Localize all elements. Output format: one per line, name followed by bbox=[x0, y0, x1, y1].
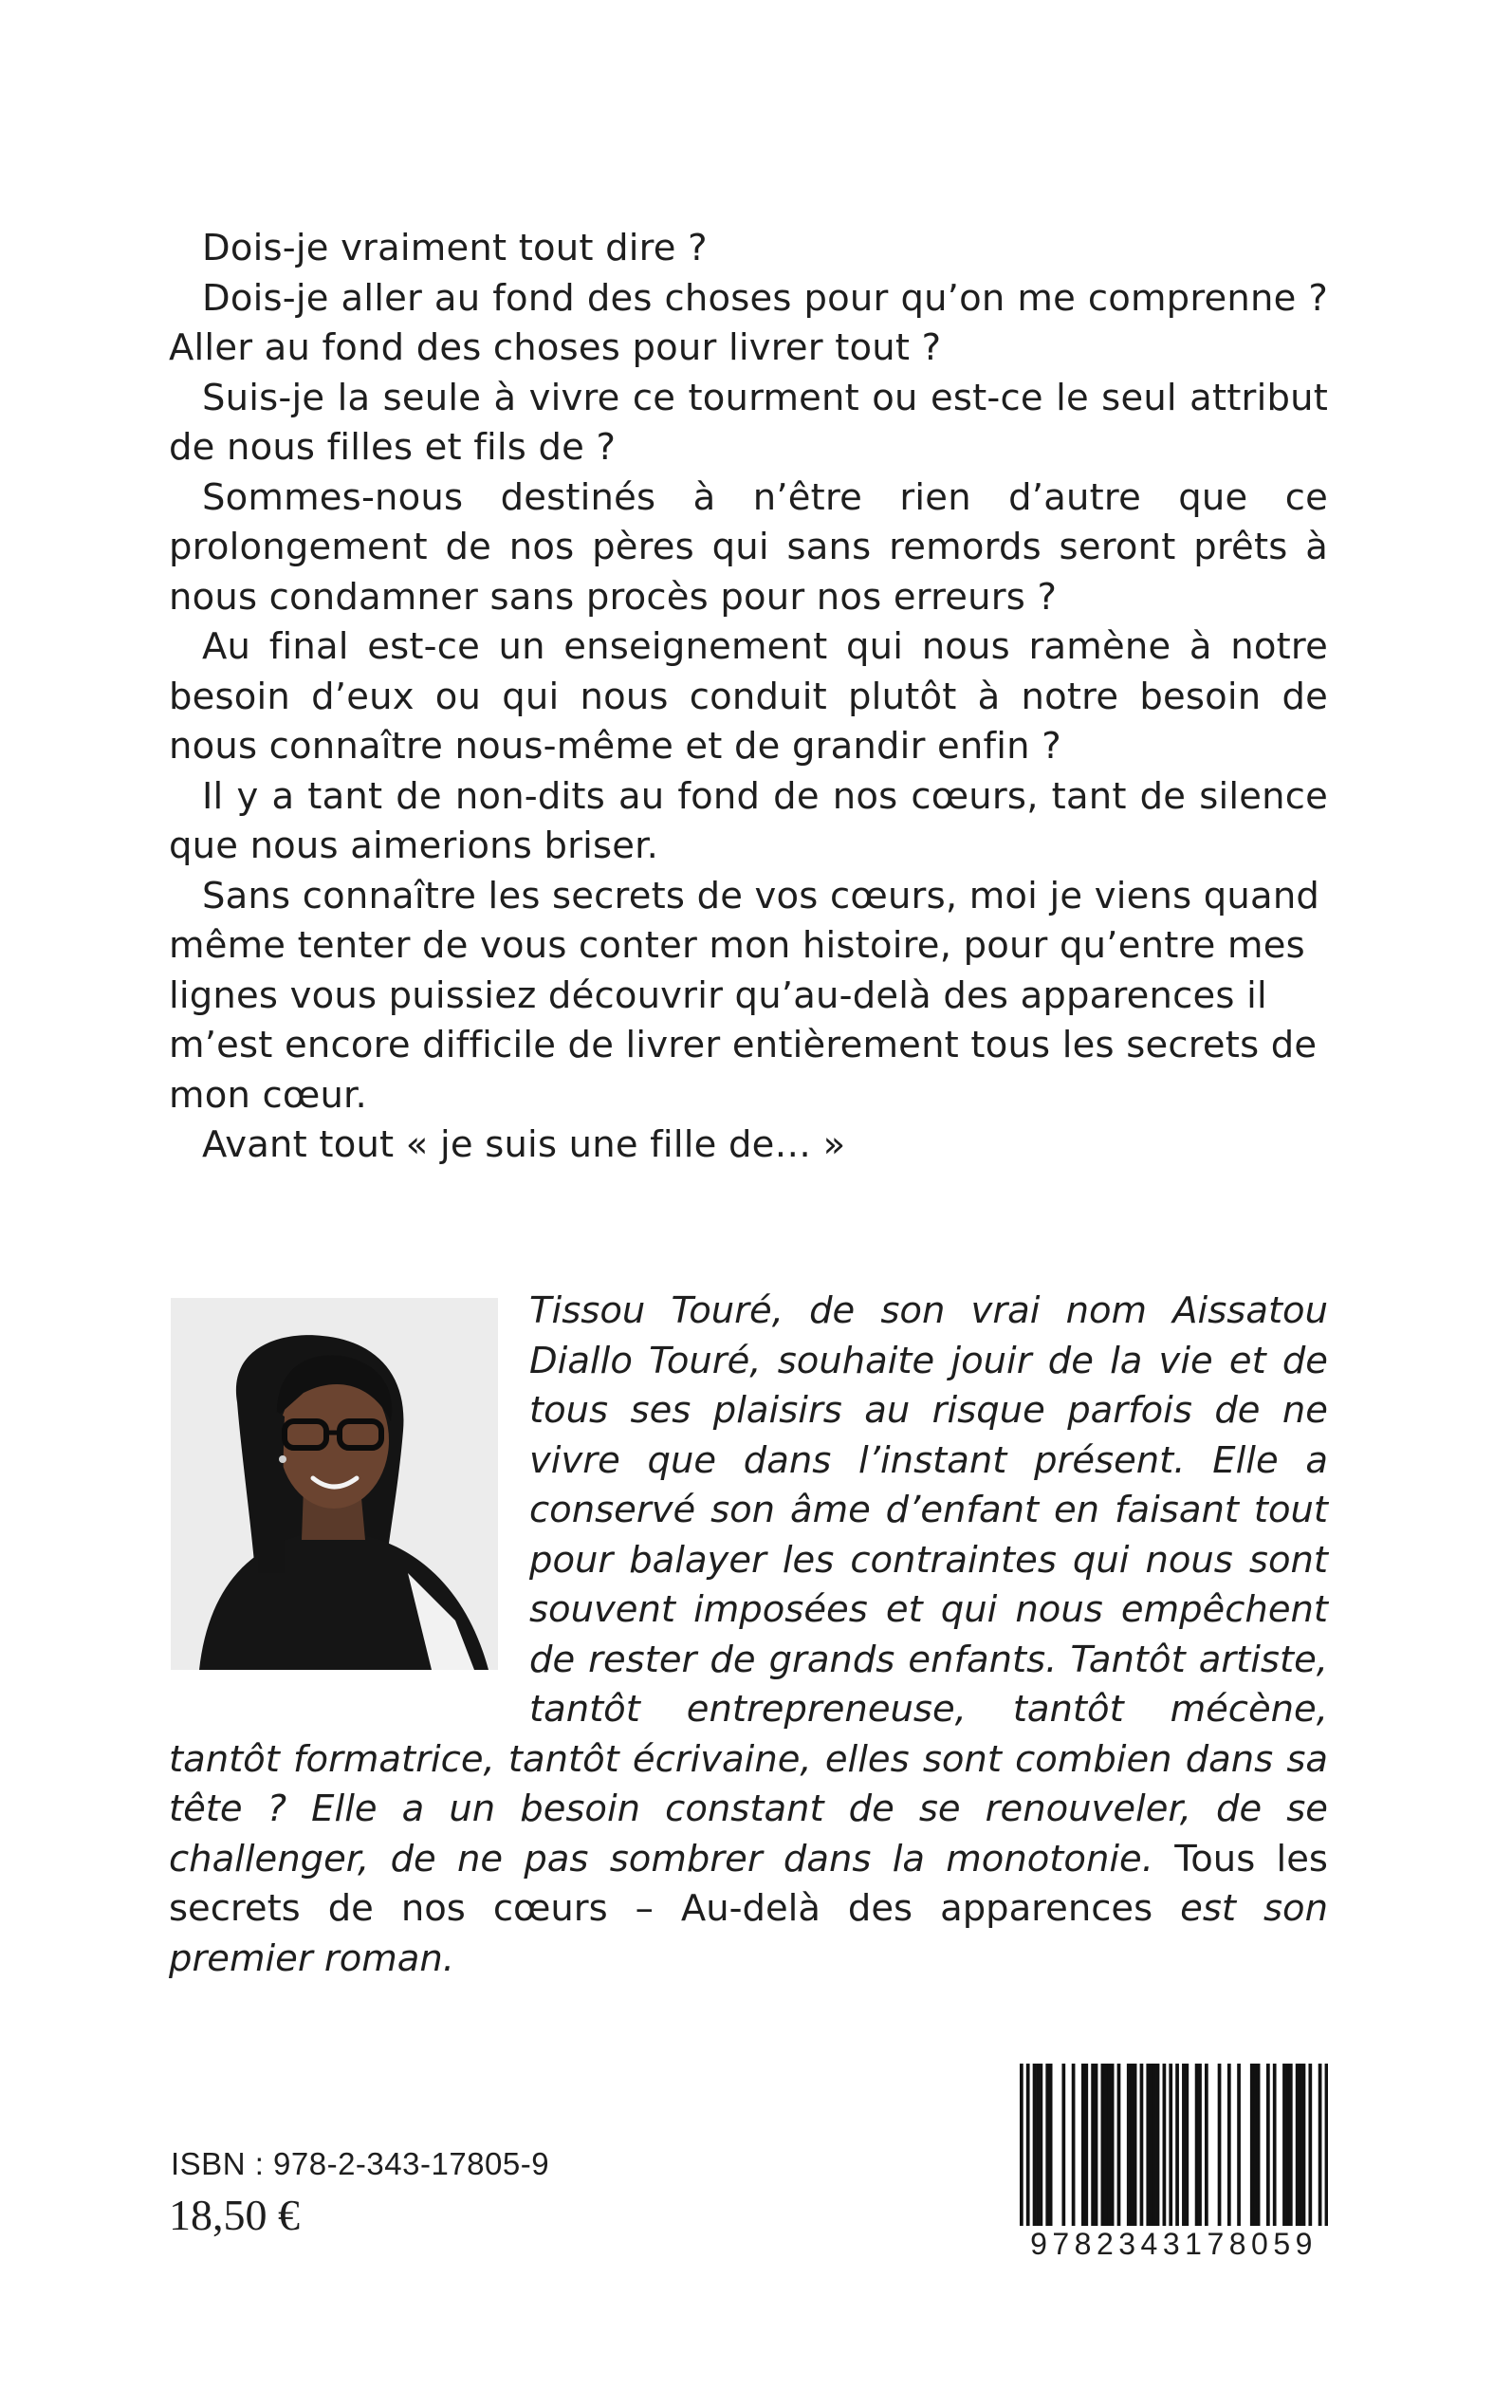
blurb-paragraph: Dois-je vraiment tout dire ? bbox=[202, 227, 708, 269]
blurb-paragraph: Sans connaître les secrets de vos cœurs, moi je viens quand même tenter de vous conter mon histoire, pour qu’entre mes lignes vous puissiez découvrir qu’au-delà des apparences il m’est encore difficile de livrer entièrement tous les secrets de mon cœur. bbox=[169, 874, 1320, 1117]
barcode bbox=[1020, 2064, 1328, 2261]
blurb-paragraph: Au final est-ce un enseignement qui nous ramène à notre besoin d’eux ou qui nous conduit plutôt à notre besoin de nous connaître nous-même et de grandir enfin ? bbox=[169, 625, 1328, 768]
blurb-paragraph: Suis-je la seule à vivre ce tourment ou est-ce le seul attribut de nous filles et fils de ? bbox=[169, 376, 1328, 469]
price: 18,50 € bbox=[169, 2191, 300, 2239]
barcode-digits: 9782343178059 bbox=[1020, 2226, 1328, 2262]
blurb-text bbox=[169, 224, 1328, 1171]
blurb-paragraph: Il y a tant de non-dits au fond de nos cœurs, tant de silence que nous aimerions briser. bbox=[169, 774, 1328, 867]
blurb-paragraph: Sommes-nous destinés à n’être rien d’autre que ce prolongement de nos pères qui sans remords seront prêts à nous condamner sans procès pour nos erreurs ? bbox=[169, 475, 1328, 619]
blurb-paragraph: Dois-je aller au fond des choses pour qu’on me comprenne ? Aller au fond des choses pour livrer tout ? bbox=[169, 276, 1328, 369]
blurb-paragraph: Avant tout « je suis une fille de… » bbox=[202, 1123, 846, 1166]
isbn: ISBN : 978-2-343-17805-9 bbox=[171, 2146, 550, 2181]
bio-part1: , de son vrai nom Aissatou Diallo Touré, souhaite jouir de la vie et de tous ses plaisirs au risque parfois de ne vivre que dans l’instant présent. Elle a conservé son âme d’enfant en faisant tout pour balayer les contraintes qui nous sont souvent imposées et qui nous empêchent de rester de grands enfants. Tantôt artiste, tantôt entrepreneuse, tantôt mécène, tantôt formatrice, tantôt écrivaine, elles sont combien dans sa tête ? Elle a un besoin constant de se renouveler, de se challenger, de ne pas sombrer dans la monotonie. bbox=[169, 1289, 1328, 1880]
bio-part2: est son premier roman. bbox=[169, 1887, 1328, 1980]
book-title: Tous les secrets de nos cœurs – Au-delà des apparences bbox=[169, 1837, 1328, 1930]
author-bio bbox=[169, 1287, 1328, 1984]
author-name: Tissou Touré bbox=[529, 1289, 772, 1332]
